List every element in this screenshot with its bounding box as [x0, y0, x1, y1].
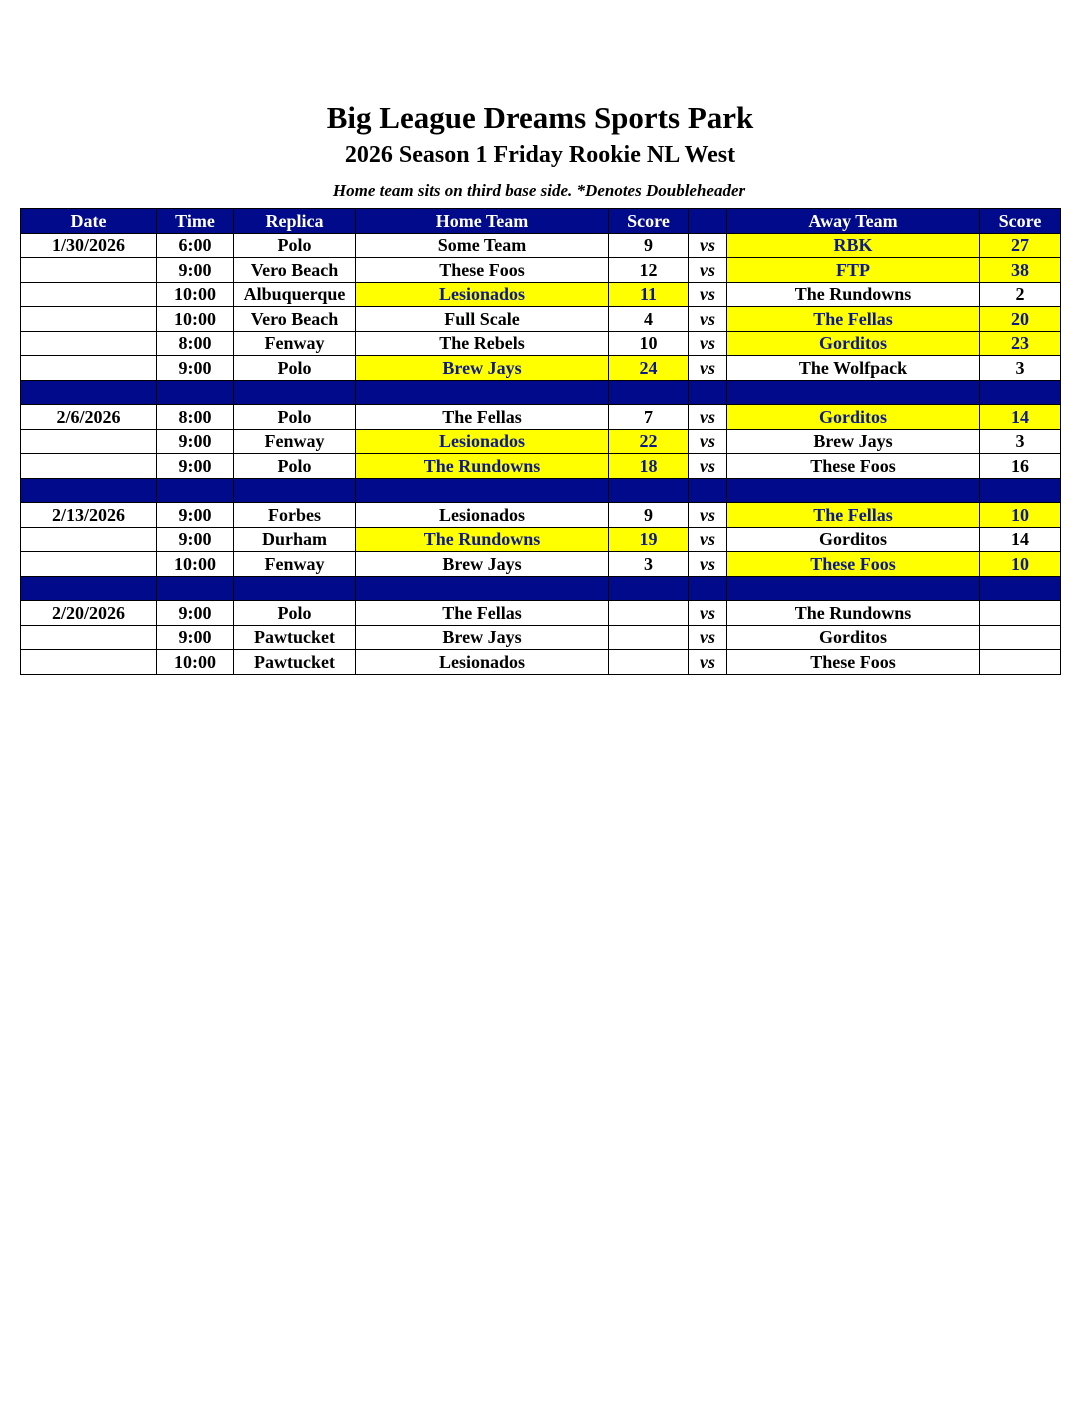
vs-cell: vs	[689, 282, 727, 307]
home-score-cell: 22	[609, 429, 689, 454]
table-row	[21, 258, 1061, 283]
separator-cell	[356, 380, 609, 405]
date-cell	[21, 331, 157, 356]
home-team-cell: The Rundowns	[356, 527, 609, 552]
replica-cell: Polo	[234, 601, 356, 626]
away-team-cell: RBK	[727, 233, 980, 258]
home-score-cell: 24	[609, 356, 689, 381]
table-row	[21, 356, 1061, 381]
separator-cell	[727, 576, 980, 601]
home-team-cell: Some Team	[356, 233, 609, 258]
vs-cell: vs	[689, 625, 727, 650]
vs-cell: vs	[689, 331, 727, 356]
home-score-cell: 11	[609, 282, 689, 307]
home-score-cell	[609, 601, 689, 626]
separator-cell	[21, 380, 157, 405]
away-score-cell: 38	[980, 258, 1061, 283]
date-cell	[21, 650, 157, 675]
date-cell: 1/30/2026	[21, 233, 157, 258]
home-score-cell: 18	[609, 454, 689, 479]
time-cell: 10:00	[157, 282, 234, 307]
time-cell: 9:00	[157, 429, 234, 454]
home-team-cell: Brew Jays	[356, 356, 609, 381]
away-team-cell: These Foos	[727, 454, 980, 479]
home-team-cell: Brew Jays	[356, 625, 609, 650]
date-cell	[21, 454, 157, 479]
col-header-home-team: Home Team	[356, 209, 609, 234]
home-team-cell: Lesionados	[356, 650, 609, 675]
separator-cell	[356, 478, 609, 503]
away-team-cell: These Foos	[727, 650, 980, 675]
away-team-cell: Gorditos	[727, 527, 980, 552]
home-score-cell: 12	[609, 258, 689, 283]
table-row	[21, 601, 1061, 626]
away-score-cell: 3	[980, 429, 1061, 454]
col-header-away-team: Away Team	[727, 209, 980, 234]
away-score-cell	[980, 650, 1061, 675]
separator-cell	[609, 478, 689, 503]
time-cell: 6:00	[157, 233, 234, 258]
date-cell: 2/6/2026	[21, 405, 157, 430]
separator-cell	[234, 478, 356, 503]
away-score-cell: 16	[980, 454, 1061, 479]
separator-cell	[21, 576, 157, 601]
replica-cell: Fenway	[234, 429, 356, 454]
time-cell: 9:00	[157, 258, 234, 283]
away-team-cell: The Rundowns	[727, 601, 980, 626]
table-row	[21, 503, 1061, 528]
away-score-cell: 10	[980, 503, 1061, 528]
separator-cell	[689, 576, 727, 601]
replica-cell: Polo	[234, 233, 356, 258]
replica-cell: Albuquerque	[234, 282, 356, 307]
home-score-cell	[609, 625, 689, 650]
date-cell	[21, 282, 157, 307]
date-cell	[21, 625, 157, 650]
separator-cell	[157, 380, 234, 405]
home-team-cell: Lesionados	[356, 503, 609, 528]
home-score-cell: 4	[609, 307, 689, 332]
week-separator-row	[21, 576, 1061, 601]
date-cell	[21, 552, 157, 577]
separator-cell	[980, 380, 1061, 405]
vs-cell: vs	[689, 258, 727, 283]
home-team-cell: Brew Jays	[356, 552, 609, 577]
date-cell: 2/13/2026	[21, 503, 157, 528]
away-score-cell: 10	[980, 552, 1061, 577]
separator-cell	[609, 576, 689, 601]
schedule-table	[20, 208, 1061, 675]
home-team-cell: The Rundowns	[356, 454, 609, 479]
page-title: Big League Dreams Sports Park	[326, 100, 754, 135]
home-team-cell: Lesionados	[356, 282, 609, 307]
away-team-cell: FTP	[727, 258, 980, 283]
table-header-row	[21, 209, 1061, 234]
replica-cell: Polo	[234, 356, 356, 381]
away-team-cell: The Fellas	[727, 307, 980, 332]
replica-cell: Vero Beach	[234, 258, 356, 283]
home-team-cell: These Foos	[356, 258, 609, 283]
vs-cell: vs	[689, 233, 727, 258]
home-team-cell: Full Scale	[356, 307, 609, 332]
replica-cell: Vero Beach	[234, 307, 356, 332]
away-score-cell: 23	[980, 331, 1061, 356]
table-row	[21, 552, 1061, 577]
schedule-note: Home team sits on third base side. *Denotes Doubleheader	[332, 181, 746, 200]
date-cell	[21, 527, 157, 552]
time-cell: 10:00	[157, 307, 234, 332]
separator-cell	[234, 576, 356, 601]
vs-cell: vs	[689, 503, 727, 528]
vs-cell: vs	[689, 307, 727, 332]
away-team-cell: Gorditos	[727, 331, 980, 356]
time-cell: 8:00	[157, 405, 234, 430]
time-cell: 9:00	[157, 527, 234, 552]
week-separator-row	[21, 478, 1061, 503]
separator-cell	[689, 478, 727, 503]
table-row	[21, 429, 1061, 454]
away-score-cell: 27	[980, 233, 1061, 258]
home-score-cell: 19	[609, 527, 689, 552]
time-cell: 9:00	[157, 503, 234, 528]
vs-cell: vs	[689, 356, 727, 381]
date-cell: 2/20/2026	[21, 601, 157, 626]
replica-cell: Polo	[234, 454, 356, 479]
away-score-cell: 20	[980, 307, 1061, 332]
vs-cell: vs	[689, 454, 727, 479]
away-team-cell: The Rundowns	[727, 282, 980, 307]
time-cell: 10:00	[157, 552, 234, 577]
time-cell: 10:00	[157, 650, 234, 675]
table-row	[21, 307, 1061, 332]
away-score-cell: 14	[980, 405, 1061, 430]
table-row	[21, 282, 1061, 307]
week-separator-row	[21, 380, 1061, 405]
col-header-away-score: Score	[980, 209, 1061, 234]
separator-cell	[21, 478, 157, 503]
separator-cell	[356, 576, 609, 601]
table-row	[21, 625, 1061, 650]
home-score-cell: 9	[609, 233, 689, 258]
away-score-cell	[980, 601, 1061, 626]
away-team-cell: Gorditos	[727, 625, 980, 650]
col-header-home-score: Score	[609, 209, 689, 234]
separator-cell	[157, 478, 234, 503]
replica-cell: Durham	[234, 527, 356, 552]
date-cell	[21, 307, 157, 332]
col-header-date: Date	[21, 209, 157, 234]
home-team-cell: The Fellas	[356, 601, 609, 626]
away-team-cell: The Wolfpack	[727, 356, 980, 381]
home-team-cell: The Rebels	[356, 331, 609, 356]
away-score-cell: 2	[980, 282, 1061, 307]
time-cell: 9:00	[157, 601, 234, 626]
separator-cell	[980, 478, 1061, 503]
table-row	[21, 331, 1061, 356]
col-header-time: Time	[157, 209, 234, 234]
date-cell	[21, 258, 157, 283]
away-score-cell: 14	[980, 527, 1061, 552]
col-header-vs	[689, 209, 727, 234]
away-team-cell: Brew Jays	[727, 429, 980, 454]
vs-cell: vs	[689, 552, 727, 577]
page-subtitle: 2026 Season 1 Friday Rookie NL West	[344, 142, 736, 168]
vs-cell: vs	[689, 405, 727, 430]
separator-cell	[727, 478, 980, 503]
separator-cell	[689, 380, 727, 405]
schedule-body	[21, 233, 1061, 674]
home-score-cell: 9	[609, 503, 689, 528]
home-team-cell: The Fellas	[356, 405, 609, 430]
separator-cell	[609, 380, 689, 405]
home-score-cell: 7	[609, 405, 689, 430]
table-row	[21, 405, 1061, 430]
home-team-cell: Lesionados	[356, 429, 609, 454]
separator-cell	[727, 380, 980, 405]
time-cell: 9:00	[157, 454, 234, 479]
table-row	[21, 233, 1061, 258]
away-score-cell	[980, 625, 1061, 650]
vs-cell: vs	[689, 650, 727, 675]
home-score-cell	[609, 650, 689, 675]
col-header-replica: Replica	[234, 209, 356, 234]
time-cell: 9:00	[157, 625, 234, 650]
replica-cell: Fenway	[234, 552, 356, 577]
away-team-cell: Gorditos	[727, 405, 980, 430]
replica-cell: Fenway	[234, 331, 356, 356]
date-cell	[21, 356, 157, 381]
away-team-cell: These Foos	[727, 552, 980, 577]
home-score-cell: 10	[609, 331, 689, 356]
replica-cell: Pawtucket	[234, 650, 356, 675]
separator-cell	[980, 576, 1061, 601]
table-row	[21, 650, 1061, 675]
separator-cell	[157, 576, 234, 601]
time-cell: 9:00	[157, 356, 234, 381]
table-row	[21, 454, 1061, 479]
table-row	[21, 527, 1061, 552]
replica-cell: Forbes	[234, 503, 356, 528]
vs-cell: vs	[689, 429, 727, 454]
time-cell: 8:00	[157, 331, 234, 356]
vs-cell: vs	[689, 601, 727, 626]
separator-cell	[234, 380, 356, 405]
vs-cell: vs	[689, 527, 727, 552]
replica-cell: Polo	[234, 405, 356, 430]
away-score-cell: 3	[980, 356, 1061, 381]
date-cell	[21, 429, 157, 454]
away-team-cell: The Fellas	[727, 503, 980, 528]
replica-cell: Pawtucket	[234, 625, 356, 650]
home-score-cell: 3	[609, 552, 689, 577]
